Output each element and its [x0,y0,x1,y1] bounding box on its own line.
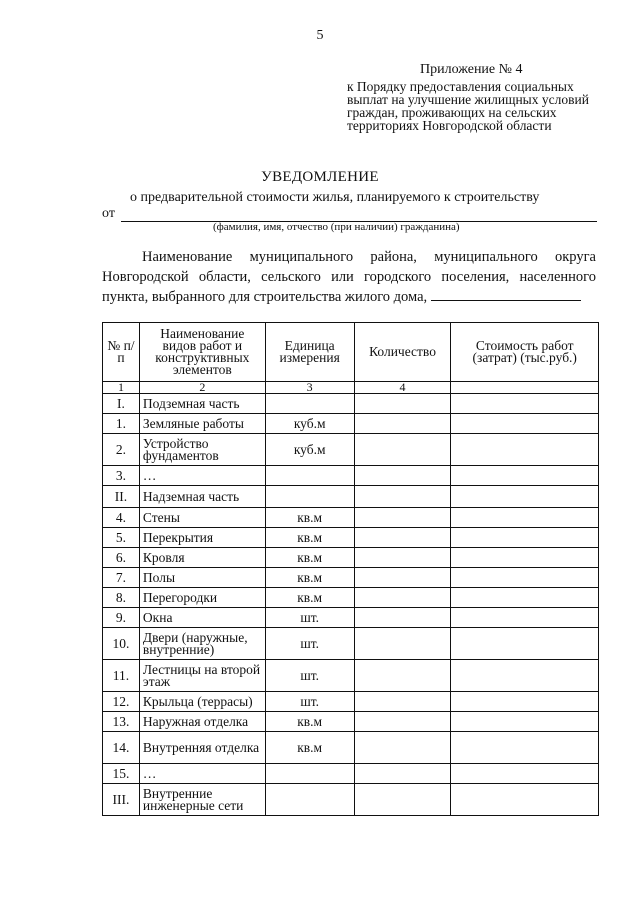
row-number: 5. [103,528,140,548]
row-quantity-field[interactable] [354,712,451,732]
row-work-name: Крыльца (террасы) [139,692,265,712]
appendix-title: Приложение № 4 [420,62,523,77]
appendix-description: к Порядку предоставления социальных выплат на улучшение жилищных условий граждан, проживающих на сельских территориях Новгородской области [347,79,589,133]
index-cell: 4 [354,382,451,394]
row-quantity-field[interactable] [354,732,451,764]
row-number: 8. [103,588,140,608]
settlement-name-field[interactable] [431,288,581,301]
row-quantity-field[interactable] [354,486,451,508]
row-work-name: Устройство фундаментов [139,434,265,466]
row-work-name: Перекрытия [139,528,265,548]
header-cost: Стоимость работ (затрат) (тыс.руб.) [451,323,599,382]
row-unit: кв.м [265,588,354,608]
row-quantity-field[interactable] [354,568,451,588]
row-number: 10. [103,628,140,660]
row-quantity-field[interactable] [354,414,451,434]
from-line [102,206,597,222]
row-cost-field[interactable] [451,608,599,628]
table-row [103,660,599,692]
table-row [103,434,599,466]
table-row [103,508,599,528]
table-row [103,732,599,764]
row-number: 7. [103,568,140,588]
from-label: от [102,206,115,221]
row-cost-field[interactable] [451,508,599,528]
table-row [103,466,599,486]
row-unit: кв.м [265,508,354,528]
row-number: 1. [103,414,140,434]
row-unit [265,764,354,784]
row-number: 12. [103,692,140,712]
row-cost-field[interactable] [451,486,599,508]
table-row [103,394,599,414]
row-quantity-field[interactable] [354,548,451,568]
row-quantity-field[interactable] [354,764,451,784]
row-unit: кв.м [265,568,354,588]
header-quantity: Количество [354,323,451,382]
header-name: Наименование видов работ и конструктивных элементов [139,323,265,382]
row-cost-field[interactable] [451,394,599,414]
table-row [103,528,599,548]
table-header-row [103,323,599,382]
row-cost-field[interactable] [451,732,599,764]
row-quantity-field[interactable] [354,588,451,608]
row-quantity-field[interactable] [354,608,451,628]
page-number: 5 [316,28,324,43]
index-cell: 3 [265,382,354,394]
row-quantity-field[interactable] [354,660,451,692]
row-unit: шт. [265,608,354,628]
row-number: 15. [103,764,140,784]
row-work-name: Наружная отделка [139,712,265,732]
row-work-name: Полы [139,568,265,588]
row-quantity-field[interactable] [354,466,451,486]
row-work-name: Внутренние инженерные сети [139,784,265,816]
row-quantity-field[interactable] [354,628,451,660]
index-cell: 1 [103,382,140,394]
settlement-paragraph [102,247,596,307]
row-work-name: Стены [139,508,265,528]
table-row [103,568,599,588]
row-work-name: Окна [139,608,265,628]
table-row [103,764,599,784]
row-cost-field[interactable] [451,528,599,548]
row-cost-field[interactable] [451,548,599,568]
row-unit: куб.м [265,414,354,434]
row-work-name: Лестницы на второй этаж [139,660,265,692]
settlement-paragraph-text: Наименование муниципального района, муниципального округа Новгородской области, сельского или городского поселения, населенного пункта, выбранного для строительства жилого дома, [102,249,596,305]
works-table [102,322,599,816]
row-cost-field[interactable] [451,784,599,816]
row-quantity-field[interactable] [354,508,451,528]
from-hint: (фамилия, имя, отчество (при наличии) гражданина) [213,221,460,233]
table-row [103,712,599,732]
row-number: 2. [103,434,140,466]
table-row [103,414,599,434]
row-work-name: Двери (наружные, внутренние) [139,628,265,660]
row-number: 14. [103,732,140,764]
row-work-name: Внутренняя отделка [139,732,265,764]
row-cost-field[interactable] [451,434,599,466]
row-unit: куб.м [265,434,354,466]
row-number: 3. [103,466,140,486]
row-cost-field[interactable] [451,588,599,608]
table-row [103,486,599,508]
header-num: № п/п [103,323,140,382]
row-number: 13. [103,712,140,732]
document-subtitle: о предварительной стоимости жилья, планируемого к строительству [130,190,540,205]
header-unit: Единица измерения [265,323,354,382]
index-cell: 2 [139,382,265,394]
row-unit: кв.м [265,732,354,764]
row-work-name: … [139,466,265,486]
row-work-name: Кровля [139,548,265,568]
row-work-name: … [139,764,265,784]
row-unit [265,466,354,486]
row-number: III. [103,784,140,816]
row-unit: шт. [265,660,354,692]
row-unit: шт. [265,628,354,660]
row-unit [265,784,354,816]
row-number: II. [103,486,140,508]
row-cost-field[interactable] [451,466,599,486]
row-cost-field[interactable] [451,568,599,588]
table-index-row [103,382,599,394]
row-number: I. [103,394,140,414]
row-number: 6. [103,548,140,568]
document-title: УВЕДОМЛЕНИЕ [261,169,379,185]
table-row [103,588,599,608]
row-work-name: Перегородки [139,588,265,608]
row-unit: кв.м [265,528,354,548]
row-quantity-field[interactable] [354,394,451,414]
row-cost-field[interactable] [451,628,599,660]
row-unit [265,394,354,414]
row-work-name: Земляные работы [139,414,265,434]
row-cost-field[interactable] [451,660,599,692]
table-row [103,628,599,660]
table-row [103,548,599,568]
row-quantity-field[interactable] [354,692,451,712]
row-quantity-field[interactable] [354,434,451,466]
row-cost-field[interactable] [451,712,599,732]
row-work-name: Подземная часть [139,394,265,414]
row-cost-field[interactable] [451,764,599,784]
row-number: 9. [103,608,140,628]
row-cost-field[interactable] [451,692,599,712]
row-unit [265,486,354,508]
row-number: 11. [103,660,140,692]
table-row [103,784,599,816]
row-number: 4. [103,508,140,528]
row-unit: кв.м [265,712,354,732]
index-cell [451,382,599,394]
table-row [103,608,599,628]
row-work-name: Надземная часть [139,486,265,508]
row-cost-field[interactable] [451,414,599,434]
row-quantity-field[interactable] [354,784,451,816]
row-unit: кв.м [265,548,354,568]
table-row [103,692,599,712]
row-unit: шт. [265,692,354,712]
applicant-name-field[interactable] [121,208,597,222]
row-quantity-field[interactable] [354,528,451,548]
